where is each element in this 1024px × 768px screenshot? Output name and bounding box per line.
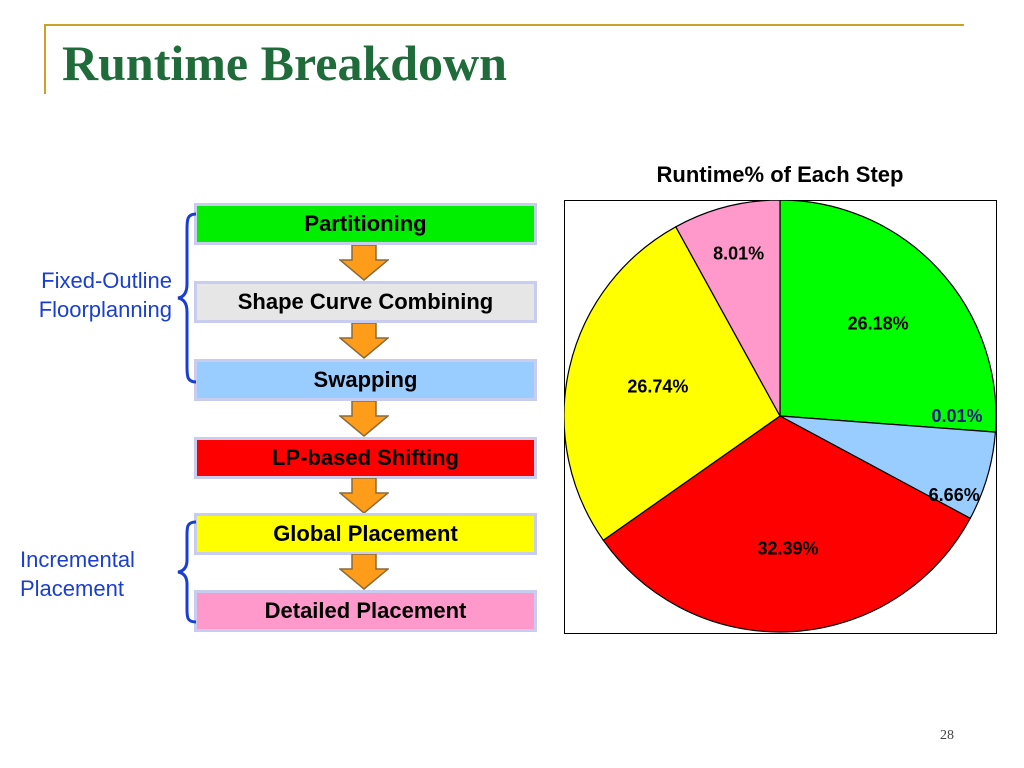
down-arrow-icon bbox=[339, 478, 389, 514]
group-label-incremental-placement bbox=[20, 545, 135, 603]
chart-title: Runtime% of Each Step bbox=[656, 162, 904, 187]
pie-data-label: 0.01% bbox=[931, 405, 983, 426]
pie-data-label: 6.66% bbox=[928, 485, 980, 506]
pie-chart bbox=[564, 200, 997, 634]
title-frame-left bbox=[44, 24, 46, 94]
pie-data-label: 26.18% bbox=[847, 313, 909, 334]
title-frame-top bbox=[44, 24, 964, 26]
step-lp-based-shifting: LP-based Shifting bbox=[194, 437, 537, 479]
step-partitioning: Partitioning bbox=[194, 203, 537, 245]
step-global-placement: Global Placement bbox=[194, 513, 537, 555]
left-brace-icon bbox=[176, 520, 198, 624]
step-detailed-placement: Detailed Placement bbox=[194, 590, 537, 632]
down-arrow-icon bbox=[339, 554, 389, 590]
group-label-line: Placement bbox=[20, 576, 124, 601]
group-label-line: Incremental bbox=[20, 547, 135, 572]
down-arrow-icon bbox=[339, 245, 389, 281]
pie-data-label: 32.39% bbox=[757, 538, 819, 559]
step-swapping: Swapping bbox=[194, 359, 537, 401]
group-label-line: Fixed-Outline bbox=[41, 268, 172, 293]
down-arrow-icon bbox=[339, 401, 389, 437]
pie-data-label: 8.01% bbox=[713, 243, 765, 264]
slide-number: 28 bbox=[940, 728, 954, 743]
group-label-floorplanning bbox=[2, 266, 172, 324]
step-shape-curve-combining: Shape Curve Combining bbox=[194, 281, 537, 323]
pie-data-label: 26.74% bbox=[627, 376, 689, 397]
group-label-line: Floorplanning bbox=[38, 297, 172, 322]
down-arrow-icon bbox=[339, 323, 389, 359]
slide-title: Runtime Breakdown bbox=[62, 35, 507, 91]
left-brace-icon bbox=[176, 212, 198, 384]
